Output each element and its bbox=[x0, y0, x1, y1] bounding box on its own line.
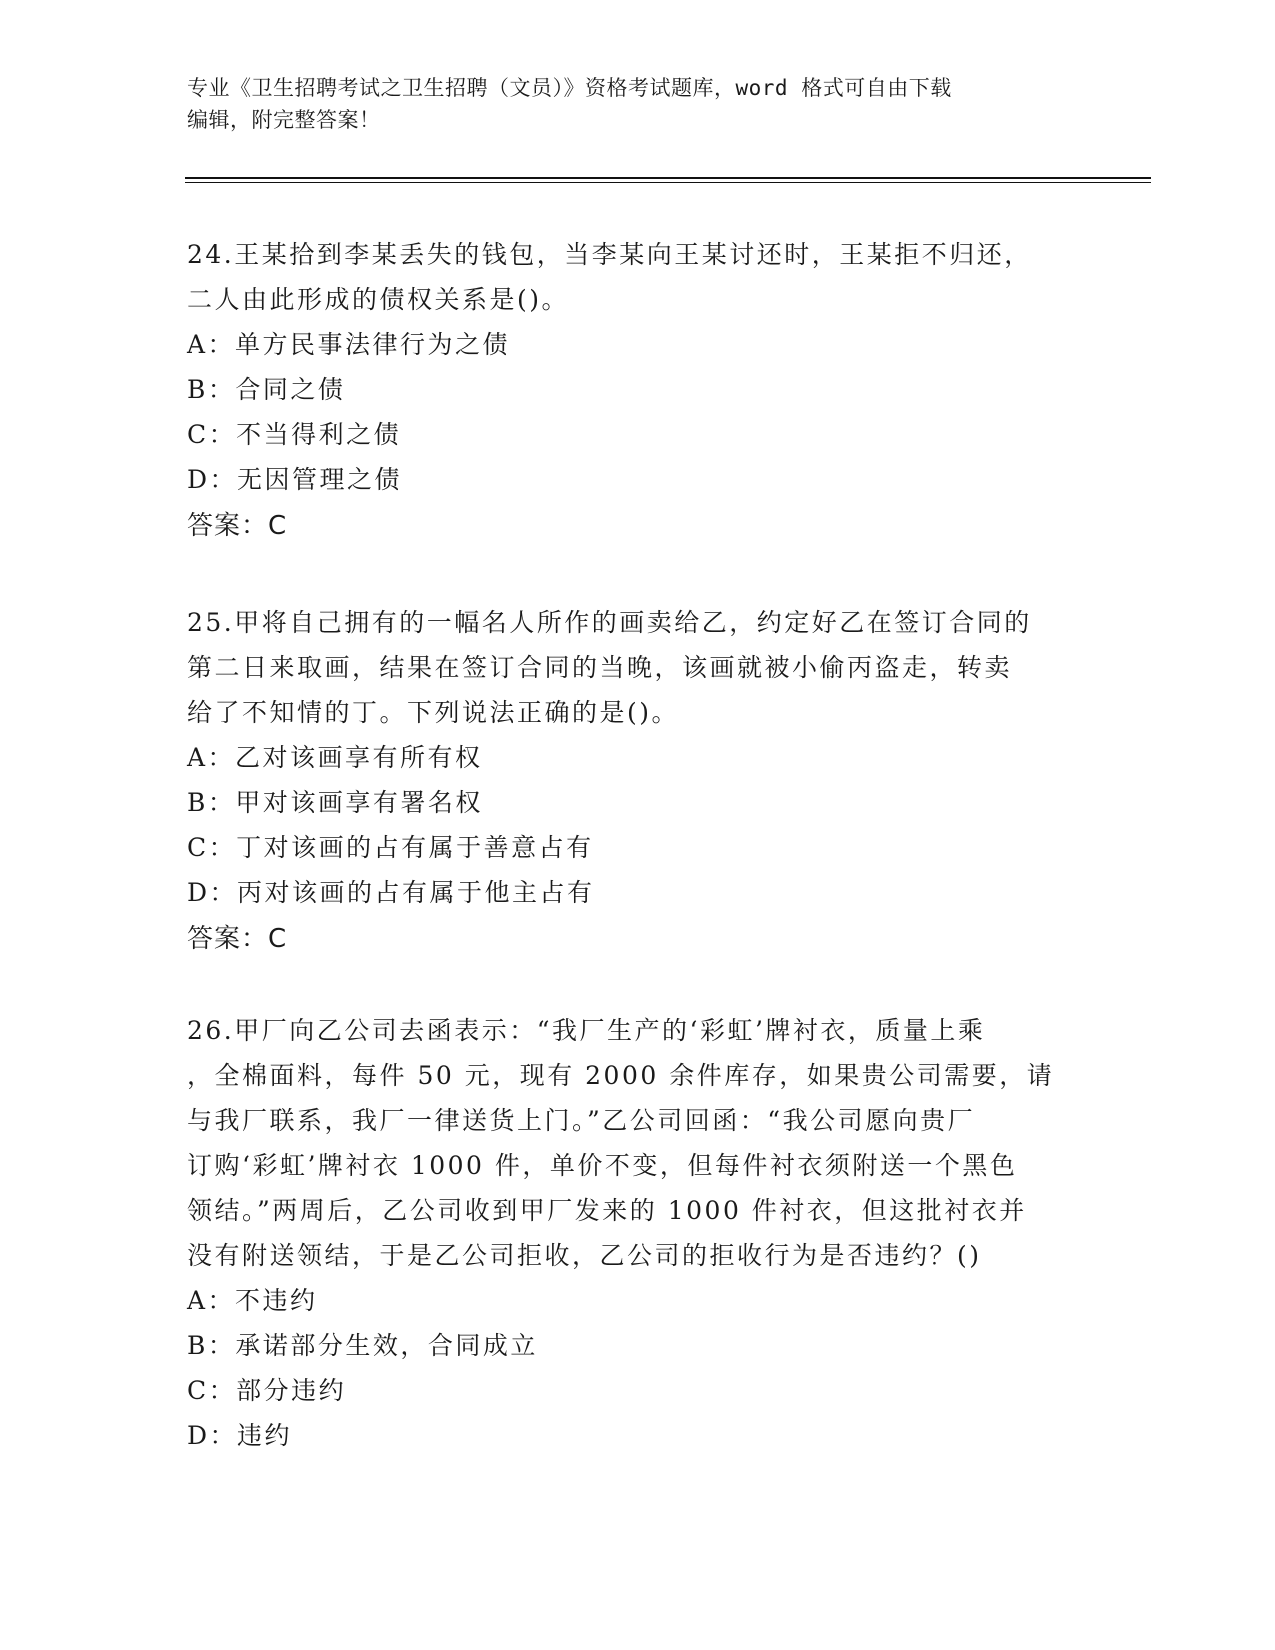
question-stem-line: 第二日来取画，结果在签订合同的当晚，该画就被小偷丙盗走，转卖 bbox=[187, 653, 1013, 682]
answer-label: 答案：C bbox=[187, 511, 288, 541]
question-stem-line: 二人由此形成的债权关系是()。 bbox=[187, 285, 570, 314]
option-b: B：甲对该画享有署名权 bbox=[187, 788, 483, 817]
question-stem-line: 26.甲厂向乙公司去函表示：“我厂生产的‘彩虹’牌衬衣，质量上乘 bbox=[187, 1016, 986, 1045]
question-stem-line: 25.甲将自己拥有的一幅名人所作的画卖给乙，约定好乙在签订合同的 bbox=[187, 608, 1032, 637]
question-stem-line: 给了不知情的丁。下列说法正确的是()。 bbox=[187, 698, 680, 727]
option-d: D：丙对该画的占有属于他主占有 bbox=[187, 878, 595, 907]
question-25 bbox=[187, 600, 1087, 962]
header-divider-thick bbox=[185, 177, 1151, 179]
question-stem-line: 订购‘彩虹’牌衬衣 1000 件，单价不变，但每件衬衣须附送一个黑色 bbox=[187, 1151, 1018, 1180]
option-a: A：乙对该画享有所有权 bbox=[187, 743, 483, 772]
option-a: A：单方民事法律行为之债 bbox=[187, 330, 511, 359]
question-stem-line: 与我厂联系，我厂一律送货上门。”乙公司回函：“我公司愿向贵厂 bbox=[187, 1106, 976, 1135]
option-c: C：部分违约 bbox=[187, 1376, 347, 1405]
option-b: B：合同之债 bbox=[187, 375, 346, 404]
option-c: C：不当得利之债 bbox=[187, 420, 402, 449]
question-24 bbox=[187, 232, 1087, 549]
header-line: 专业《卫生招聘考试之卫生招聘（文员）》资格考试题库，word 格式可自由下载 bbox=[187, 76, 952, 100]
question-stem-line: 领结。”两周后，乙公司收到甲厂发来的 1000 件衬衣，但这批衬衣并 bbox=[187, 1196, 1027, 1225]
question-stem-line: 24.王某拾到李某丢失的钱包，当李某向王某讨还时，王某拒不归还， bbox=[187, 240, 1032, 269]
document-header bbox=[187, 72, 1067, 136]
header-divider-thin bbox=[185, 182, 1151, 183]
answer-label: 答案：C bbox=[187, 924, 288, 954]
header-line: 编辑，附完整答案！ bbox=[187, 108, 381, 132]
option-d: D：违约 bbox=[187, 1421, 293, 1450]
question-stem-line: 没有附送领结，于是乙公司拒收，乙公司的拒收行为是否违约？() bbox=[187, 1241, 982, 1270]
question-stem-line: ，全棉面料，每件 50 元，现有 2000 余件库存，如果贵公司需要，请 bbox=[187, 1061, 1055, 1090]
option-d: D：无因管理之债 bbox=[187, 465, 403, 494]
question-26 bbox=[187, 1008, 1087, 1458]
option-c: C：丁对该画的占有属于善意占有 bbox=[187, 833, 594, 862]
option-a: A：不违约 bbox=[187, 1286, 318, 1315]
option-b: B：承诺部分生效，合同成立 bbox=[187, 1331, 538, 1360]
